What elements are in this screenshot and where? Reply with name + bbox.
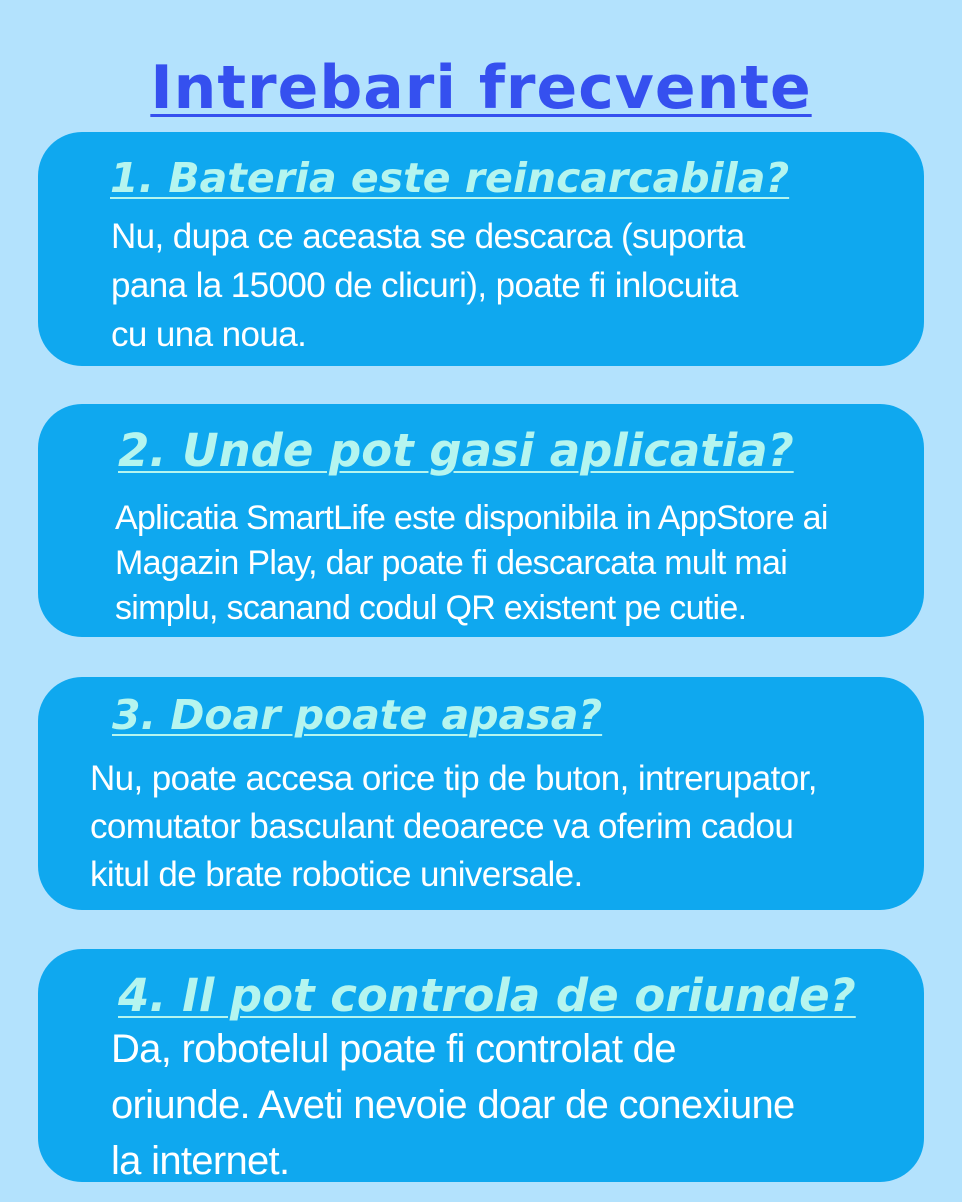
faq-question-1: 1. Bateria este reincarcabila? [110, 154, 790, 202]
faq-answer-3 [90, 755, 817, 899]
faq-answer-4-line-2: oriunde. Aveti nevoie doar de conexiune [111, 1083, 795, 1127]
faq-answer-1-line-2: pana la 15000 de clicuri), poate fi inlocuita [111, 266, 738, 305]
faq-card-2 [38, 404, 924, 637]
faq-answer-4 [111, 1021, 795, 1189]
faq-answer-2-line-3: simplu, scanand codul QR existent pe cutie. [115, 589, 747, 627]
faq-question-4: 4. Il pot controla de oriunde? [118, 969, 856, 1022]
faq-question-2: 2. Unde pot gasi aplicatia? [118, 424, 794, 477]
faq-answer-3-line-2: comutator basculant deoarece va oferim cadou [90, 807, 794, 846]
faq-answer-3-line-1: Nu, poate accesa orice tip de buton, intrerupator, [90, 759, 817, 798]
faq-question-3: 3. Doar poate apasa? [112, 691, 603, 739]
faq-answer-4-line-1: Da, robotelul poate fi controlat de [111, 1027, 676, 1071]
faq-answer-3-line-3: kitul de brate robotice universale. [90, 855, 583, 894]
page-title: Intrebari frecvente [150, 53, 812, 123]
faq-answer-2-line-2: Magazin Play, dar poate fi descarcata mult mai [115, 544, 788, 582]
faq-card-4 [38, 949, 924, 1182]
faq-answer-1-line-3: cu una noua. [111, 315, 307, 354]
faq-answer-2-line-1: Aplicatia SmartLife este disponibila in AppStore ai [115, 499, 828, 537]
faq-answer-1-line-1: Nu, dupa ce aceasta se descarca (suporta [111, 217, 745, 256]
faq-answer-4-line-3: la internet. [111, 1139, 290, 1183]
faq-card-3 [38, 677, 924, 910]
faq-answer-1 [111, 212, 745, 359]
faq-answer-2 [115, 496, 828, 631]
faq-card-1 [38, 132, 924, 366]
